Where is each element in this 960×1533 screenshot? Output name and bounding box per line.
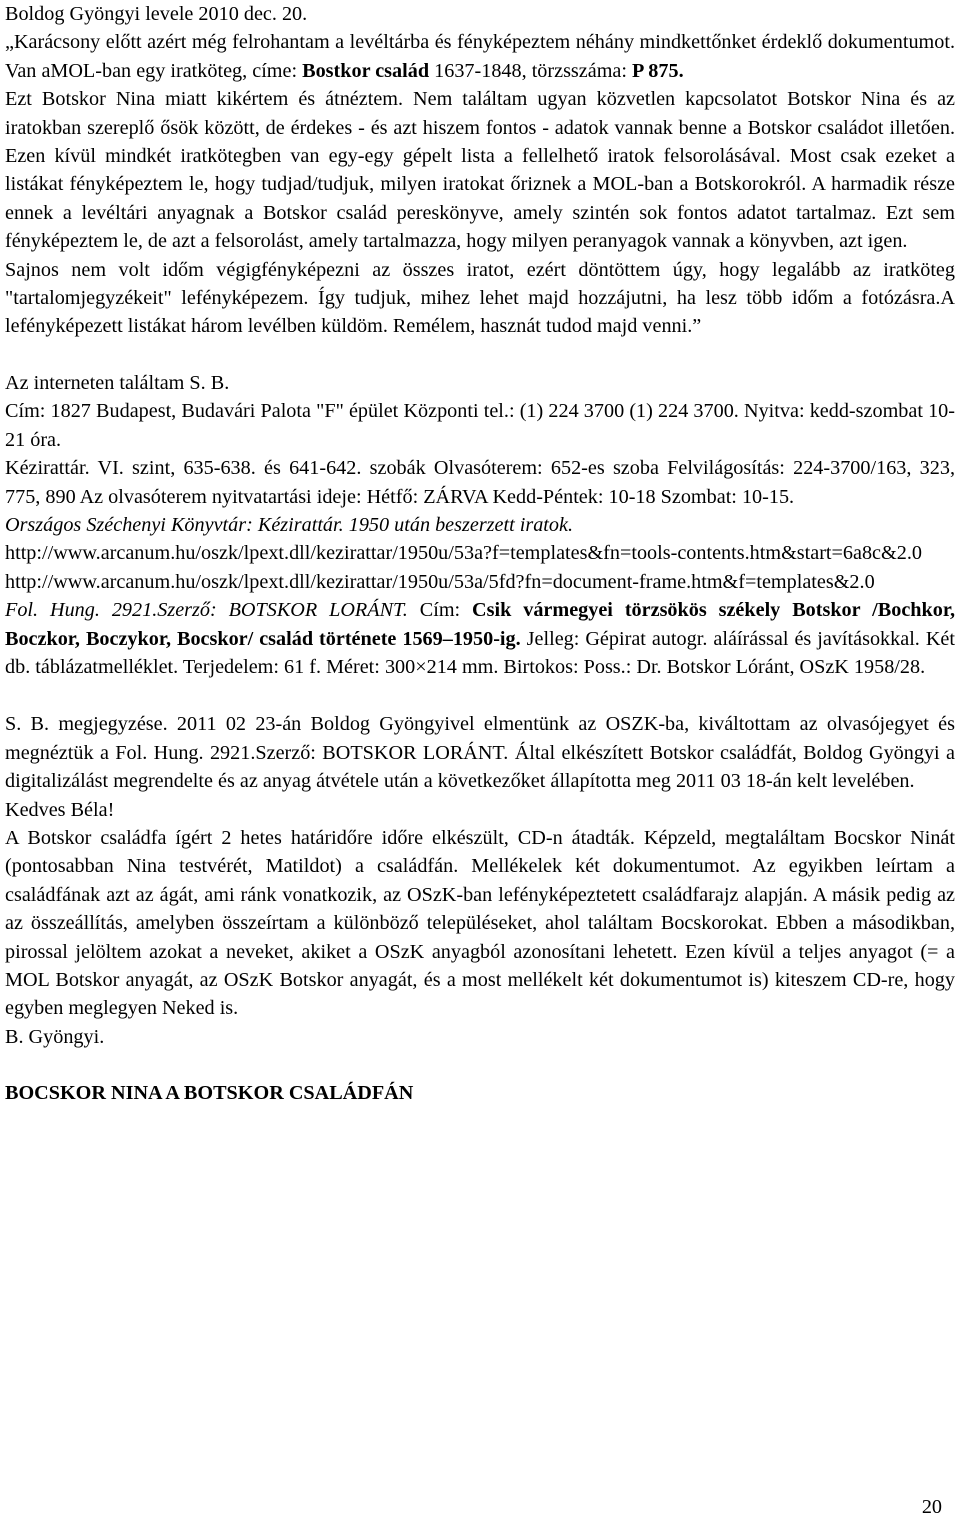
- p1-title: Bostkor család: [302, 59, 430, 82]
- greeting: Kedves Béla!: [5, 798, 115, 821]
- note-paragraph: S. B. megjegyzése. 2011 02 23-án Boldog Gyöngyivel elmentünk az OSZK-ba, kiváltottam az olvasójegyet és megnéztük a Fol. Hung. 2921.Szerző: BOTSKOR LORÁNT. Által elkészített Botskor családfát, Boldog Gyöngyi a digitalizálást megrendelte és az anyag átvétele után a következőket állapította meg 2011 03 18-án kelt levelében.: [5, 713, 955, 793]
- p1-text-b: -ban egy iratköteg, címe:: [95, 59, 303, 82]
- oszk-italic: Országos Széchenyi Könyvtár: Kézirattár. 1950 után beszerzett iratok.: [5, 513, 574, 536]
- p1-text-c: 1637-1848, törzsszáma:: [429, 59, 633, 82]
- letter-paragraph-2: Ezt Botskor Nina miatt kikértem és átnéztem. Nem találtam ugyan közvetlen kapcsolatot Botskor Nina és az iratokban szereplő ősök között, de érdekes - és azt hiszem fontos - adatok vannak benne a Botskor családot illetően. Ezen kívül mindkét iratkötegben van egy-egy gépelt lista a fellelhető iratok felsorolásával. Most csak ezeket a listákat fényképeztem le, hogy tudjad/tudjuk, milyen iratokat őriznek a MOL-ban a Botskorokról. A harmadik része ennek a levéltári anyagnak a Botskor család pereskönyve, amely szintén sok fontos adatot tartalmaz. Ezt sem fényképeztem le, de azt a felsorolást, amely tartalmazza, hogy milyen peranyagok vannak a könyvben, azt igen.: [5, 88, 955, 253]
- kezirattar-info: Kézirattár. VI. szint, 635-638. és 641-642. szobák Olvasóterem: 652-es szoba Felvilágosítás: 224-3700/163, 323, 775, 890 Az olvasóterem nyitvatartási ideje: Hétfő: ZÁRVA Kedd-Péntek: 10-18 Szombat: 10-15.: [5, 457, 955, 508]
- p1-number: P 875.: [632, 59, 684, 82]
- spacer: [5, 681, 955, 710]
- note-body: A Botskor családfa ígért 2 hetes határidőre időre elkészült, CD-n átadták. Képzeld, megtaláltam Bocskor Ninát (pontosabban Nina testvérét, Matildot) a családfán. Mellékelek két dokumentumot. Az egyikben leírtam a családfának azt az ágát, ami ránk vonatkozik, az OSzK-ban lefényképeztetett családfarajz alapján. A másik pedig az az összeállítás, amelyben összeírtam a különböző településeket, ahol találtam Bocskorokat. Ebben a másodikban, pirossal jelöltem azokat a neveket, akiket a OSzK anyagból azonosítani lehetett. Ezen kívül a teljes anyagot (= a MOL Botskor anyagát, az OSzK Botskor anyagát, és a most mellékelt két dokumentumot is) kiteszem CD-re, hogy egyben meglegyen Neked is.: [5, 826, 955, 1020]
- address-line: Cím: 1827 Budapest, Budavári Palota "F" épület Központi tel.: (1) 224 3700 (1) 224 3700. Nyitva: kedd-szombat 10-21 óra.: [5, 400, 955, 451]
- catalog-entry: [5, 596, 955, 681]
- p1-mol: MOL: [50, 59, 96, 82]
- jelleg-text: Jelleg: Gépirat autogr. aláírással és javításokkal. Két db. táblázatmelléklet. Terjedelem: 61 f. Méret: 300×214 mm. Birtokos: Poss.: Dr. Botskor Lóránt, OSzK 1958/28.: [5, 627, 955, 678]
- fol-italic: Fol. Hung. 2921.Szerző: BOTSKOR LORÁNT.: [5, 599, 408, 622]
- oszk-title: [5, 511, 955, 539]
- letter-paragraph-1: [5, 28, 955, 85]
- spacer: [5, 341, 955, 369]
- page-number: 20: [921, 1496, 942, 1518]
- p1-text: „Karácsony előtt azért még felrohantam a levéltárba és fényképeztem néhány mindkettőnket érdeklő dokumentumot. Van a: [5, 31, 955, 82]
- url-2: http://www.arcanum.hu/oszk/lpext.dll/kezirattar/1950u/53a/5fd?fn=document-frame.htm&f=templates&2.0: [5, 570, 875, 593]
- url-1: http://www.arcanum.hu/oszk/lpext.dll/kezirattar/1950u/53a?f=templates&fn=tools-contents.htm&start=6a8c&2.0: [5, 542, 922, 565]
- spacer: [5, 1051, 955, 1077]
- cim-title: Csik vármegyei törzsökös székely Botskor /Bochkor, Boczkor, Boczykor, Bocskor/ család története 1569–1950-ig.: [5, 599, 955, 650]
- internet-intro: Az interneten találtam S. B.: [5, 371, 230, 394]
- signature: B. Gyöngyi.: [5, 1025, 105, 1048]
- section-heading: BOCSKOR NINA A BOTSKOR CSALÁDFÁN: [5, 1082, 414, 1105]
- cim-label: Cím:: [407, 599, 473, 622]
- letter-paragraph-3: Sajnos nem volt időm végigfényképezni az összes iratot, ezért döntöttem úgy, hogy legalább az iratköteg "tartalomjegyzékeit" lefényképezem. Így tudjuk, mihez lehet majd hozzájutni, ha lesz több időm a fotózásra.A lefényképezett listákat három levélben küldöm. Remélem, hasznát tudod majd venni.”: [5, 258, 955, 338]
- letter-header: Boldog Gyöngyi levele 2010 dec. 20.: [5, 3, 308, 25]
